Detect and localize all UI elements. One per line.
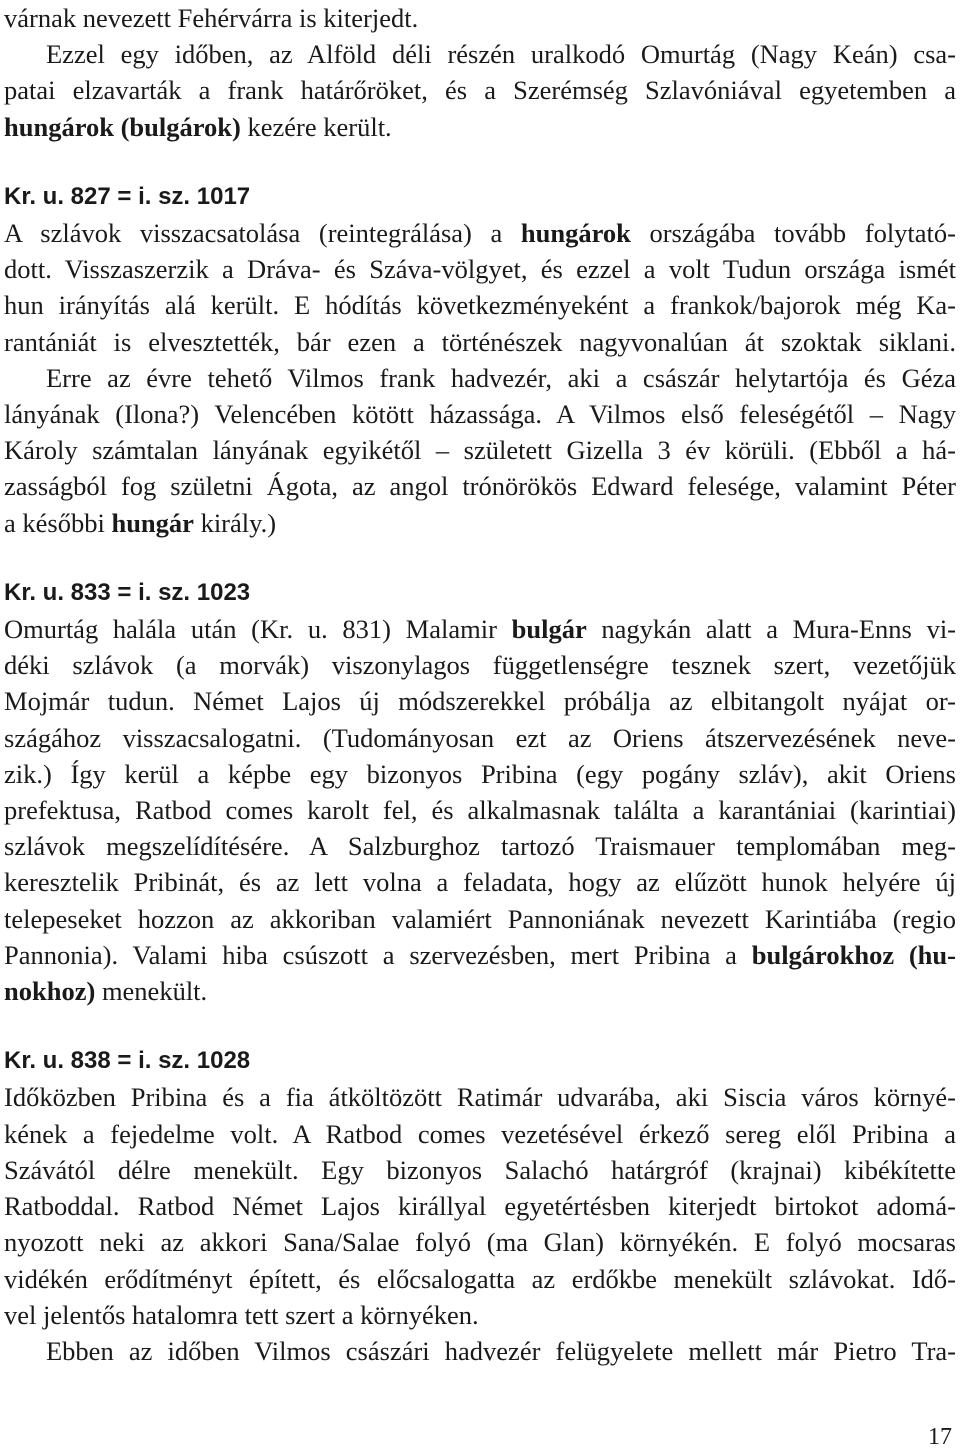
text-line: Ebben az időben Vilmos császári hadvezér felügyelete mellett már Pietro Tra- (46, 1335, 956, 1366)
text-line: A szlávok visszacsatolása (reintegrálása) a hungárok országába tovább folytató- (4, 218, 956, 249)
section-gap (4, 145, 956, 179)
section-heading: Kr. u. 833 = i. sz. 1023 (4, 578, 251, 606)
text-line: déki szlávok (a morvák) viszonylagos függetlenségre tesznek szert, vezetőjük (4, 650, 956, 681)
text-line: Erre az évre tehető Vilmos frank hadvezér, aki a császár helytartója és Géza (46, 362, 956, 393)
text-line: prefektusa, Ratbod comes karolt fel, és alkalmasnak találta a karantániai (karintiai) (4, 795, 956, 826)
text-line: lányának (Ilona?) Velencében kötött házassága. A Vilmos első feleségétől – Nagy (4, 399, 956, 430)
text-line: Szávától délre menekült. Egy bizonyos Salachó határgróf (krajnai) kibékítette (4, 1154, 956, 1185)
text-line: keresztelik Pribinát, és az lett volna a feladata, hogy az elűzött hunok helyére új (4, 867, 956, 898)
section-gap (4, 541, 956, 575)
text-line: zik.) Így kerül a képbe egy bizonyos Pribina (egy pogány szláv), akit Oriens (4, 758, 956, 789)
bold-term: hungárok (520, 218, 631, 249)
section-gap (4, 1009, 956, 1043)
section-heading: Kr. u. 838 = i. sz. 1028 (4, 1047, 251, 1075)
text-line: hungárok (bulgárok) kezére került. (4, 111, 392, 142)
text-line: a későbbi hungár király.) (4, 507, 277, 538)
text-line: kének a fejedelme volt. A Ratbod comes vezetésével érkező sereg elől Pribina a (4, 1118, 956, 1149)
bold-term: bulgárokhoz (hu- (751, 939, 956, 970)
text-line: rantániát is elvesztették, bár ezen a történészek nagyvonalúan át szoktak siklani. (4, 326, 956, 357)
text-line: Károly számtalan lányának egyikétől – született Gizella 3 év körüli. (Ebből a há- (4, 435, 956, 466)
text-line: nokhoz) menekült. (4, 976, 208, 1007)
text-line: vel jelentős hatalomra tett szert a környéken. (4, 1299, 479, 1330)
text-line: várnak nevezett Fehérvárra is kiterjedt. (4, 3, 419, 33)
text-line: Ratboddal. Ratbod Német Lajos királlyal egyetértésben kiterjedt birtokot adomá- (4, 1191, 956, 1222)
text-line: Mojmár tudun. Német Lajos új módszerekkel próbálja az elbitangolt nyájat or- (4, 686, 956, 717)
text-line: szlávok megszelídítésére. A Salzburghoz tartozó Traismauer templomában meg- (4, 831, 956, 862)
text-line: Ezzel egy időben, az Alföld déli részén uralkodó Omurtág (Nagy Keán) csa- (46, 39, 956, 70)
page-number: 17 (928, 1424, 952, 1450)
text-line: Omurtág halála után (Kr. u. 831) Malamir bulgár nagykán alatt a Mura-Enns vi- (4, 614, 957, 645)
text-line: telepeseket hozzon az akkoriban valamiért Pannoniának nevezett Karintiába (regio (4, 903, 956, 934)
text-line: Időközben Pribina és a fia átköltözött Ratimár udvarába, aki Siscia város környé- (4, 1082, 956, 1113)
bold-term: hungárok (bulgárok) (4, 111, 241, 142)
bold-term: bulgár (511, 614, 587, 645)
text-line: szágához visszacsalogatni. (Tudományosan ezt az Oriens átszervezésének neve- (4, 722, 956, 753)
text-line: vidékén erődítményt épített, és előcsalogatta az erdőkbe menekült szlávokat. Idő- (4, 1263, 956, 1294)
text-line: dott. Visszaszerzik a Dráva- és Száva-völgyet, és ezzel a volt Tudun országa ismét (4, 254, 956, 285)
text-line: nyozott neki az akkori Sana/Salae folyó (ma Glan) környékén. E folyó mocsaras (4, 1227, 956, 1258)
text-line: hun irányítás alá került. E hódítás következményeként a frankok/bajorok még Ka- (4, 290, 956, 321)
document-page (4, 0, 956, 1369)
text-line: Pannonia). Valami hiba csúszott a szervezésben, mert Pribina a bulgárokhoz (hu- (4, 939, 956, 970)
text-line: zasságból fog születni Ágota, az angol trónörökös Edward felesége, valamint Péter (4, 471, 956, 502)
section-heading: Kr. u. 827 = i. sz. 1017 (4, 182, 251, 210)
bold-term: nokhoz) (4, 976, 96, 1007)
text-line: patai elzavarták a frank határőröket, és a Szerémség Szlavóniával egyetemben a (4, 75, 956, 106)
bold-term: hungár (111, 507, 194, 538)
